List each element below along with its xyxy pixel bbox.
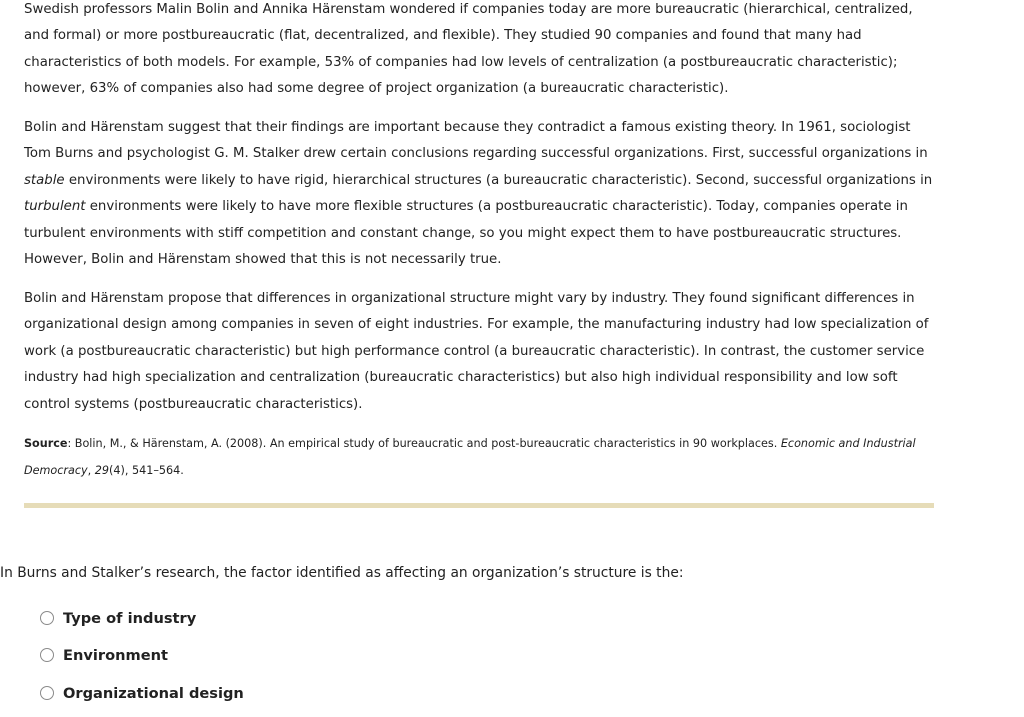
option-type-of-industry[interactable] (40, 606, 196, 630)
paragraph-2-text-b: environments were likely to have rigid, hierarchical structures (a bureaucratic characteristic). Second, successful organizations in (64, 172, 933, 188)
passage-paragraph-1: Swedish professors Malin Bolin and Annika Härenstam wondered if companies today are more bureaucratic (hierarchical, centralized, and formal) or more postbureaucratic (flat, decentralized, and flexible). They studied 90 companies and found that many had characteristics of both models. For example, 53% of companies had low levels of centralization (a postbureaucratic characteristic); however, 63% of companies also had some degree of project organization (a bureaucratic characteristic). (24, 2, 913, 97)
source-citation (24, 431, 934, 484)
source-label: Source (24, 437, 68, 450)
paragraph-2-text-c: environments were likely to have more flexible structures (a postbureaucratic characteristic). Today, companies operate in turbulent environments with stiff competition and constant change, so you might expect them to have postbureaucratic structures. However, Bolin and Härenstam showed that this is not necessarily true. (24, 199, 908, 268)
emphasis-turbulent: turbulent (24, 199, 86, 215)
radio-button-icon[interactable] (40, 611, 54, 625)
radio-button-icon[interactable] (40, 686, 54, 700)
passage-paragraph-2 (24, 115, 934, 273)
option-label: Environment (63, 646, 168, 664)
source-journal: Economic and Industrial Democracy (24, 437, 916, 477)
source-volume: 29 (94, 463, 109, 477)
section-divider (24, 503, 934, 508)
option-label: Type of industry (63, 609, 197, 627)
source-text-c: (4), 541–564. (109, 463, 184, 477)
passage-paragraph-3: Bolin and Härenstam propose that differences in organizational structure might vary by industry. They found significant differences in organizational design among companies in seven of eight industries. For example, the manufacturing industry had low specialization of work (a postbureaucratic characteristic) but high performance control (a bureaucratic characteristic). In contrast, the customer service industry had high specialization and centralization (bureaucratic characteristics) but also high individual responsibility and low soft control systems (postbureaucratic characteristics). (24, 291, 929, 412)
source-text-b: , (87, 463, 95, 477)
radio-button-icon[interactable] (40, 648, 54, 662)
question-text: In Burns and Stalker’s research, the factor identified as affecting an organization’s structure is the: (0, 565, 684, 581)
option-label: Organizational design (63, 684, 244, 702)
option-organizational-design[interactable] (40, 681, 244, 705)
source-text-a: : Bolin, M., & Härenstam, A. (2008). An empirical study of bureaucratic and post-bureaucratic characteristics in 90 workplaces. (67, 437, 781, 450)
emphasis-stable: stable (24, 172, 65, 188)
paragraph-2-text-a: Bolin and Härenstam suggest that their findings are important because they contradict a famous existing theory. In 1961, sociologist Tom Burns and psychologist G. M. Stalker drew certain conclusions regarding successful organizations. First, successful organizations in (24, 120, 928, 162)
option-environment[interactable] (40, 643, 168, 667)
